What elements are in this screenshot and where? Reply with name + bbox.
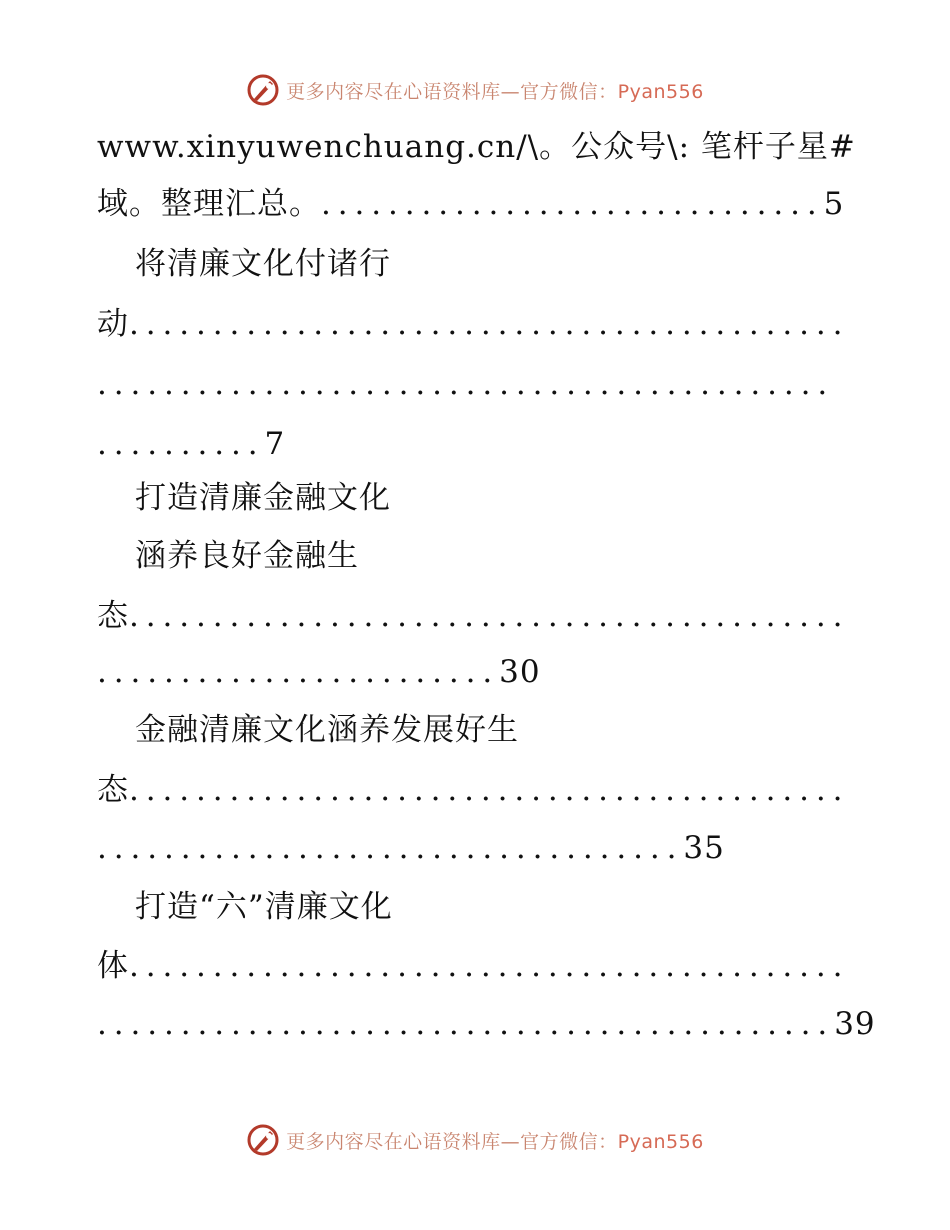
watermark-text: 更多内容尽在心语资料库—官方微信： [286, 80, 618, 103]
quill-logo-icon [246, 1123, 280, 1157]
watermark-wechat-id: Pyan556 [617, 1130, 704, 1153]
toc-line-1: www.xinyuwenchuang.cn/\。公众号\: 笔杆子星# [97, 129, 856, 165]
toc-heading: 将清廉文化付诸行 [135, 246, 391, 282]
toc-leader-line [97, 828, 725, 868]
toc-entry-text: 态 [97, 772, 129, 808]
toc-entry-text: 域。整理汇总。 [97, 186, 321, 222]
toc-heading: 打造“六”清廉文化 [135, 889, 393, 925]
quill-logo-icon [246, 73, 280, 107]
toc-leader-dots: ........................................... [129, 598, 850, 634]
toc-leader-line [97, 1004, 876, 1044]
toc-entry-domain [97, 184, 844, 224]
toc-leader-dots: .............................. [321, 186, 824, 222]
toc-entry-continuation [97, 946, 849, 986]
toc-leader-dots: ............................................ [97, 1006, 835, 1042]
toc-heading: 金融清廉文化涵养发展好生 [135, 712, 519, 748]
toc-page-number: 7 [264, 426, 286, 462]
toc-heading: 打造清廉金融文化 [135, 480, 391, 516]
toc-entry-text: 态 [97, 598, 129, 634]
watermark-wechat-id: Pyan556 [617, 80, 704, 103]
toc-entry-text: 动 [97, 306, 129, 342]
toc-leader-dots: ........................................... [129, 948, 850, 984]
toc-page-number: 39 [834, 1006, 876, 1042]
toc-entry-text: 体 [97, 948, 129, 984]
toc-leader-dots: .......... [97, 426, 265, 462]
header-watermark [0, 70, 950, 110]
toc-entry-continuation [97, 770, 849, 810]
toc-leader-dots: ........................................... [129, 772, 850, 808]
toc-leader-line [97, 652, 541, 692]
toc-leader-line [97, 424, 285, 464]
toc-leader-dots: ........................................... [129, 306, 850, 342]
toc-entry-continuation [97, 596, 849, 636]
toc-page-number: 35 [683, 830, 725, 866]
watermark-text: 更多内容尽在心语资料库—官方微信： [286, 1130, 618, 1153]
toc-page-number: 30 [499, 654, 541, 690]
toc-entry-continuation [97, 304, 849, 344]
toc-leader-dots: ............................................ [97, 366, 835, 402]
toc-heading: 涵养良好金融生 [135, 538, 359, 574]
toc-leader-dots: ................................... [97, 830, 684, 866]
toc-leader-line [97, 364, 834, 404]
toc-page-number: 5 [823, 186, 845, 222]
footer-watermark [0, 1120, 950, 1160]
toc-leader-dots: ........................ [97, 654, 500, 690]
